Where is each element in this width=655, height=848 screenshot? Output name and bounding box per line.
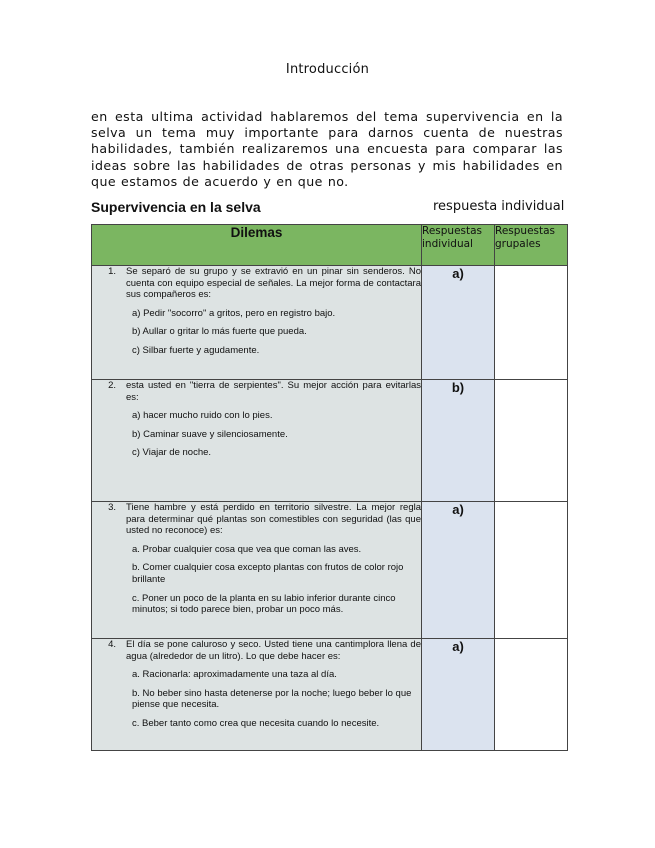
dilema-question: El día se pone caluroso y seco. Usted tiene una cantimplora llena de agua (alrededor de un litro). Lo que debe hacer es: [126, 639, 421, 662]
respuesta-individual-cell: a) [422, 639, 495, 751]
dilema-cell [92, 266, 422, 380]
dilema-number: 3. [108, 502, 116, 513]
respuesta-grupal-cell [495, 266, 568, 380]
dilema-cell [92, 502, 422, 639]
header-respuestas-individual: Respuestas individual [422, 225, 495, 266]
dilema-question: esta usted en "tierra de serpientes". Su mejor acción para evitarlas es: [126, 380, 421, 403]
respuesta-grupal-cell [495, 639, 568, 751]
dilema-option: b. Comer cualquier cosa excepto plantas con frutos de color rojo brillante [132, 562, 404, 585]
dilema-cell [92, 380, 422, 502]
header-respuestas-grupales: Respuestas grupales [495, 225, 568, 266]
section-heading: Supervivencia en la selva [91, 199, 261, 215]
dilema-question: Se separó de su grupo y se extravió en un pinar sin senderos. No cuenta con equipo especial de señales. La mejor forma de contactara sus compañeros es: [126, 266, 421, 301]
dilema-number: 1. [108, 266, 116, 277]
intro-paragraph: en esta ultima actividad hablaremos del tema supervivencia en la selva un tema muy importante para darnos cuenta de nuestras habilidades, también realizaremos una encuesta para comparar las ideas sobre las habilidades de otras personas y mis habilidades en que estamos de acuerdo y en que no. [91, 109, 563, 189]
respuesta-individual-cell: a) [422, 266, 495, 380]
table-header-row [92, 225, 568, 266]
dilema-option: b) Aullar o gritar lo más fuerte que pueda. [132, 326, 307, 338]
dilema-option: c) Viajar de noche. [132, 447, 212, 459]
respuesta-individual-cell: a) [422, 502, 495, 639]
dilema-number: 4. [108, 639, 116, 650]
table-row [92, 380, 568, 502]
dilema-option: a) hacer mucho ruido con lo pies. [132, 410, 273, 422]
dilema-option: c. Poner un poco de la planta en su labio inferior durante cinco minutos; si todo parece bien, probar un poco más. [132, 592, 396, 616]
dilema-option: a. Racionarla: aproximadamente una taza al día. [132, 669, 337, 681]
dilema-cell [92, 639, 422, 751]
dilema-number: 2. [108, 380, 116, 391]
section-subheading-right: respuesta individual [433, 199, 565, 214]
table-row [92, 502, 568, 639]
dilemas-table [91, 224, 568, 751]
dilema-option: c. Beber tanto como crea que necesita cuando lo necesite. [132, 717, 380, 729]
dilema-option: a. Probar cualquier cosa que vea que coman las aves. [132, 543, 362, 555]
respuesta-grupal-cell [495, 380, 568, 502]
page-title: Introducción [285, 62, 370, 77]
dilema-option: c) Silbar fuerte y agudamente. [132, 344, 260, 356]
dilema-option: b. No beber sino hasta detenerse por la noche; luego beber lo que piense que necesita. [132, 687, 412, 711]
respuesta-grupal-cell [495, 502, 568, 639]
table-row [92, 639, 568, 751]
dilema-option: a) Pedir "socorro" a gritos, pero en registro bajo. [132, 307, 336, 319]
table-row [92, 266, 568, 380]
respuesta-individual-cell: b) [422, 380, 495, 502]
dilema-question: Tiene hambre y está perdido en territorio silvestre. La mejor regla para determinar qué plantas son comestibles con seguridad (las que usted no reconoce) es: [126, 502, 421, 537]
header-dilemas: Dilemas [92, 225, 422, 266]
dilema-option: b) Caminar suave y silenciosamente. [132, 428, 288, 440]
